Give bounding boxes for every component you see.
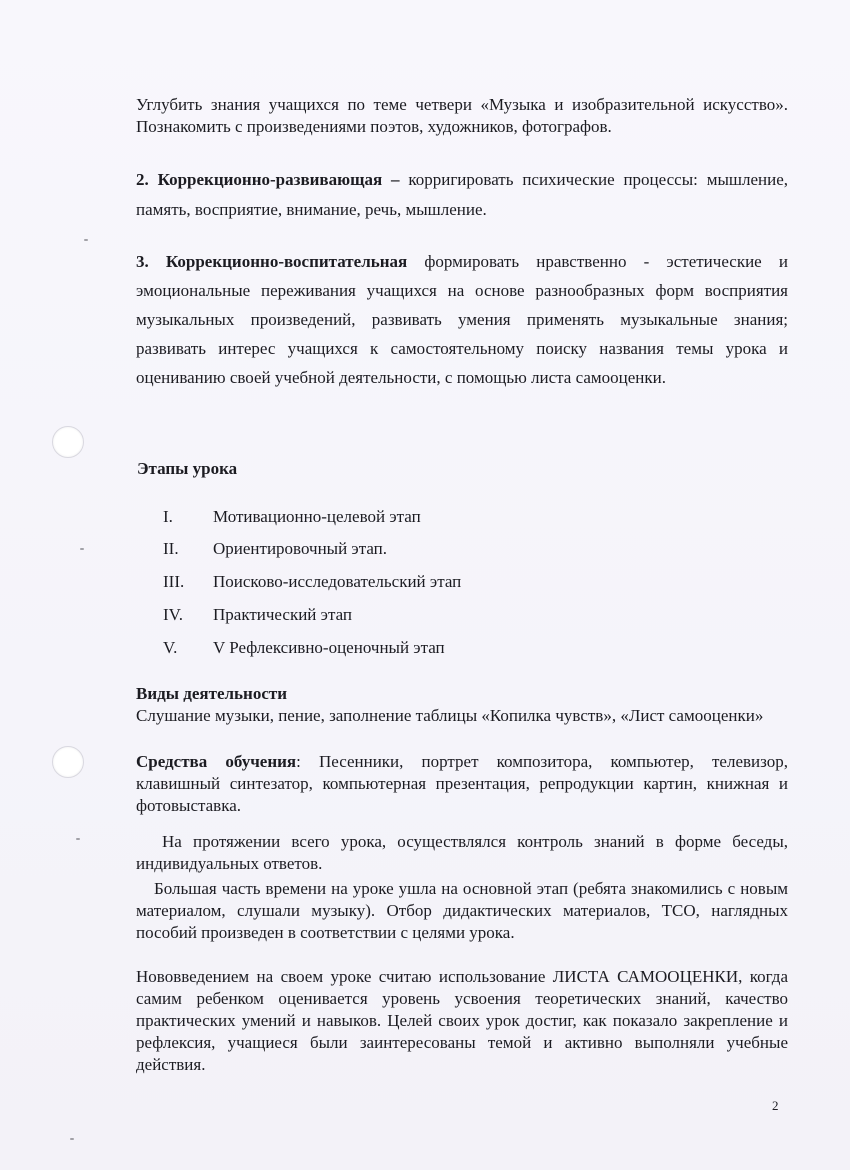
stage-label: Практический этап bbox=[213, 605, 353, 624]
scan-speck bbox=[80, 548, 84, 550]
page-number: 2 bbox=[772, 1098, 779, 1113]
stage-number: I. bbox=[163, 507, 173, 526]
stage-label: Ориентировочный этап. bbox=[213, 539, 388, 558]
stage-number: II. bbox=[163, 539, 179, 558]
goal-3-text: формировать нравственно - эстетические и эмоциональные переживания учащихся на основе разнообразных форм восприятия музыкальных произведений, развивать умения применять музыкальные знания; развивать интерес учащихся к самостоятельному поиску названия темы урока и оцениванию своей учебной деятельности, с помощью листа самооценки. bbox=[136, 252, 788, 387]
stage-item bbox=[163, 571, 461, 593]
goal-2-label: 2. Коррекционно-развивающая – bbox=[136, 170, 400, 189]
punch-hole bbox=[52, 426, 84, 458]
goal-3-label: 3. Коррекционно-воспитательная bbox=[136, 252, 408, 271]
scan-speck bbox=[70, 1138, 74, 1140]
stage-number: V. bbox=[163, 638, 178, 657]
time-paragraph: Большая часть времени на уроке ушла на основной этап (ребята знакомились с новым материалом, слушали музыку). Отбор дидактических материалов, ТСО, наглядных пособий произведен в соответствии с целями урока. bbox=[136, 879, 788, 942]
scan-speck bbox=[84, 239, 88, 241]
stage-label: Мотивационно-целевой этап bbox=[213, 507, 421, 526]
goal-corrective-educational bbox=[136, 247, 788, 392]
stage-item bbox=[163, 637, 445, 659]
activities-heading: Виды деятельности bbox=[136, 684, 288, 703]
stage-number: IV. bbox=[163, 605, 183, 624]
scan-speck bbox=[76, 838, 80, 840]
goal-corrective-developing bbox=[136, 165, 788, 225]
stage-label: Поисково-исследовательский этап bbox=[213, 572, 462, 591]
means-label: Средства обучения bbox=[136, 752, 297, 771]
control-paragraph: На протяжении всего урока, осуществлялся контроль знаний в форме беседы, индивидуальных ответов. bbox=[136, 832, 788, 873]
intro-paragraph: Углубить знания учащихся по теме четвери «Музыка и изобразительной искусство». Познакомить с произведениями поэтов, художников, фотографов. bbox=[136, 95, 788, 136]
activities-text: Слушание музыки, пение, заполнение таблицы «Копилка чувств», «Лист самооценки» bbox=[136, 706, 764, 725]
stage-item bbox=[163, 506, 421, 528]
punch-hole bbox=[52, 746, 84, 778]
means-text: : Песенники, портрет композитора, компьютер, телевизор, клавишный синтезатор, компьютерная презентация, репродукции картин, книжная и фотовыставка. bbox=[136, 752, 788, 815]
stages-heading: Этапы урока bbox=[137, 459, 238, 478]
stage-item bbox=[163, 604, 352, 626]
innovation-paragraph: Нововведением на своем уроке считаю использование ЛИСТА САМООЦЕНКИ, когда самим ребенком оценивается уровень усвоения теоретических знаний, качество практических умений и навыков. Целей своих урок достиг, как показало закрепление и рефлексия, учащиеся были заинтересованы темой и активно выполняли учебные действия. bbox=[136, 967, 788, 1074]
means-paragraph bbox=[136, 751, 788, 817]
goal-2-text: корригировать психические процессы: мышление, память, восприятие, внимание, речь, мышление. bbox=[136, 170, 788, 219]
stage-number: III. bbox=[163, 572, 185, 591]
stage-item bbox=[163, 538, 387, 560]
stage-label: V Рефлексивно-оценочный этап bbox=[213, 638, 445, 657]
